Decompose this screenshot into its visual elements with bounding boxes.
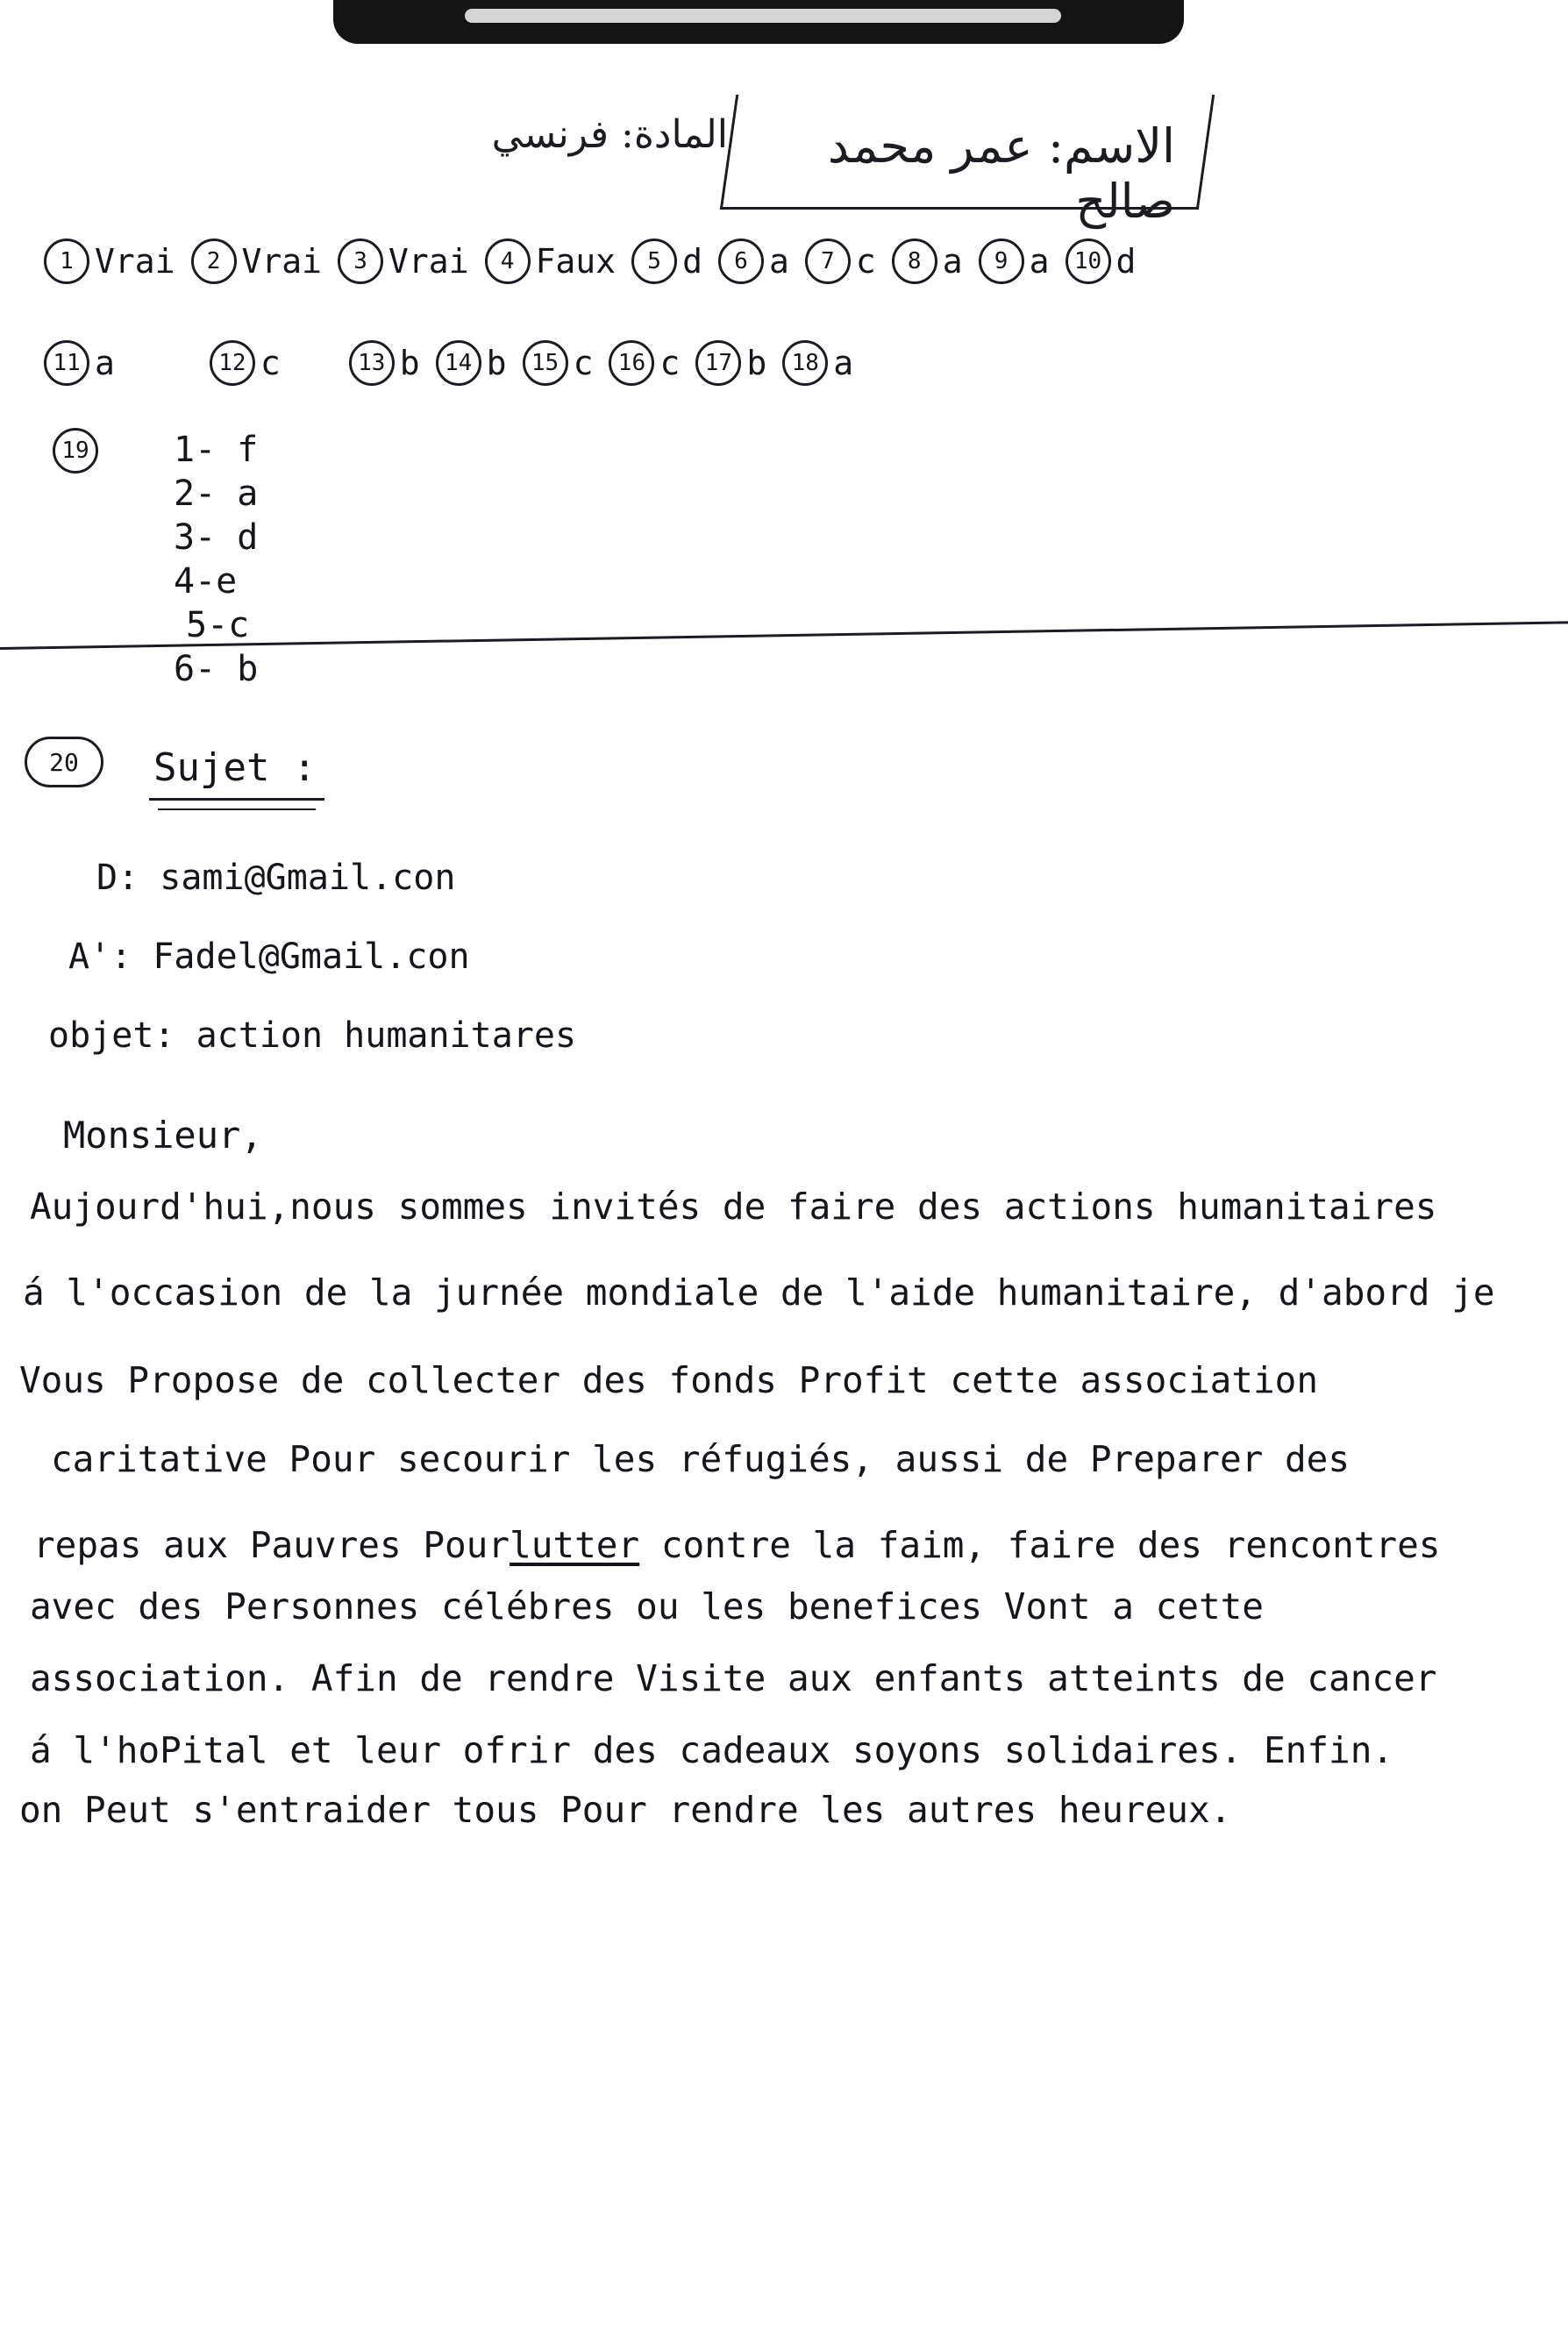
answer-17 (695, 340, 766, 386)
email-from: D: sami@Gmail.con (96, 858, 456, 898)
body-line-7: association. Afin de rendre Visite aux enfants atteints de cancer (30, 1657, 1437, 1699)
body-line-4: caritative Pour secourir les réfugiés, aussi de Preparer des (51, 1438, 1351, 1480)
email-to: A': Fadel@Gmail.con (68, 937, 470, 977)
answer-value: Vrai (388, 242, 469, 281)
essay-question-number-wrap (25, 737, 103, 787)
answer-13 (349, 340, 420, 386)
answer-15 (523, 340, 594, 386)
answers-row-2 (44, 340, 853, 386)
answer-12 (210, 340, 281, 386)
student-name: الاسم: عمر محمد صالح (827, 118, 1175, 229)
matching-item: 1- f (174, 430, 259, 470)
email-subject: objet: action humanitares (48, 1015, 577, 1056)
question-number: 6 (718, 239, 764, 284)
answer-8 (892, 239, 963, 284)
answer-value: a (95, 344, 115, 382)
answer-14 (436, 340, 507, 386)
sujet-underline (149, 798, 324, 801)
matching-list (174, 428, 258, 691)
answer-4 (485, 239, 617, 284)
answer-value: b (486, 344, 507, 382)
question-number: 4 (485, 239, 531, 284)
body-line-2: á l'occasion de la jurnée mondiale de l'aide humanitaire, d'abord je (23, 1271, 1495, 1314)
question-number: 10 (1066, 239, 1111, 284)
body-line-5-end: contre la faim, faire des rencontres (639, 1524, 1441, 1566)
body-line-1: Aujourd'hui,nous sommes invités de faire des actions humanitaires (30, 1186, 1437, 1228)
answer-value: c (573, 344, 594, 382)
clip-shine (465, 9, 1061, 23)
answer-value: b (399, 344, 420, 382)
answer-18 (782, 340, 853, 386)
answer-16 (609, 340, 680, 386)
matching-item: 5-c (186, 605, 250, 645)
answer-value: a (1029, 242, 1050, 281)
question-number: 3 (338, 239, 383, 284)
question-number: 12 (210, 340, 255, 386)
question-number: 17 (695, 340, 741, 386)
answer-5 (631, 239, 702, 284)
body-line-5-start: repas aux Pauvres Pour (33, 1524, 510, 1566)
answer-3 (338, 239, 469, 284)
answer-6 (718, 239, 789, 284)
answers-row-1 (44, 239, 1136, 284)
matching-item: 4-e (174, 561, 238, 602)
answer-value: Faux (535, 242, 617, 281)
body-line-9: on Peut s'entraider tous Pour rendre les autres heureux. (19, 1789, 1232, 1831)
question-number: 14 (436, 340, 481, 386)
answer-value: c (855, 242, 876, 281)
question-number: 2 (191, 239, 237, 284)
matching-item: 2- a (174, 474, 259, 514)
answer-value: a (942, 242, 963, 281)
answer-2 (191, 239, 323, 284)
question-number: 7 (805, 239, 851, 284)
answer-value: Vrai (241, 242, 323, 281)
question-number: 9 (979, 239, 1024, 284)
answer-value: d (1115, 242, 1137, 281)
question-number: 8 (892, 239, 937, 284)
body-line-8: á l'hoPital et leur ofrir des cadeaux soyons solidaires. Enfin. (30, 1729, 1394, 1771)
matching-item: 3- d (174, 517, 259, 558)
answer-10 (1066, 239, 1137, 284)
answer-value: Vrai (95, 242, 175, 281)
clipboard-clip (333, 0, 1184, 54)
answer-value: c (659, 344, 681, 382)
question-number: 11 (44, 340, 89, 386)
answer-9 (979, 239, 1050, 284)
answer-value: b (746, 344, 767, 382)
answer-value: d (682, 242, 702, 281)
question-number: 13 (349, 340, 395, 386)
question-number: 5 (631, 239, 677, 284)
matching-item: 6- b (174, 649, 259, 689)
answer-value: c (260, 344, 281, 382)
answer-value: a (768, 242, 789, 281)
underlined-word: lutter (510, 1524, 640, 1566)
answer-11 (44, 340, 115, 386)
question-number: 1 (44, 239, 89, 284)
answer-7 (805, 239, 876, 284)
subject-label: المادة: فرنسي (491, 112, 728, 157)
answer-value: a (833, 344, 854, 382)
body-line-6: avec des Personnes célébres ou les benefices Vont a cette (30, 1585, 1264, 1627)
answer-1 (44, 239, 175, 284)
salutation: Monsieur, (63, 1114, 263, 1157)
question-number: 20 (25, 737, 103, 787)
body-line-3: Vous Propose de collecter des fonds Profit cette association (19, 1359, 1319, 1401)
question-number: 19 (53, 428, 98, 474)
question-number: 16 (609, 340, 654, 386)
question-number: 18 (782, 340, 828, 386)
sujet-heading: Sujet : (153, 745, 317, 790)
question-number: 15 (523, 340, 568, 386)
body-line-5 (33, 1524, 1440, 1566)
sujet-underline-2 (158, 808, 316, 810)
